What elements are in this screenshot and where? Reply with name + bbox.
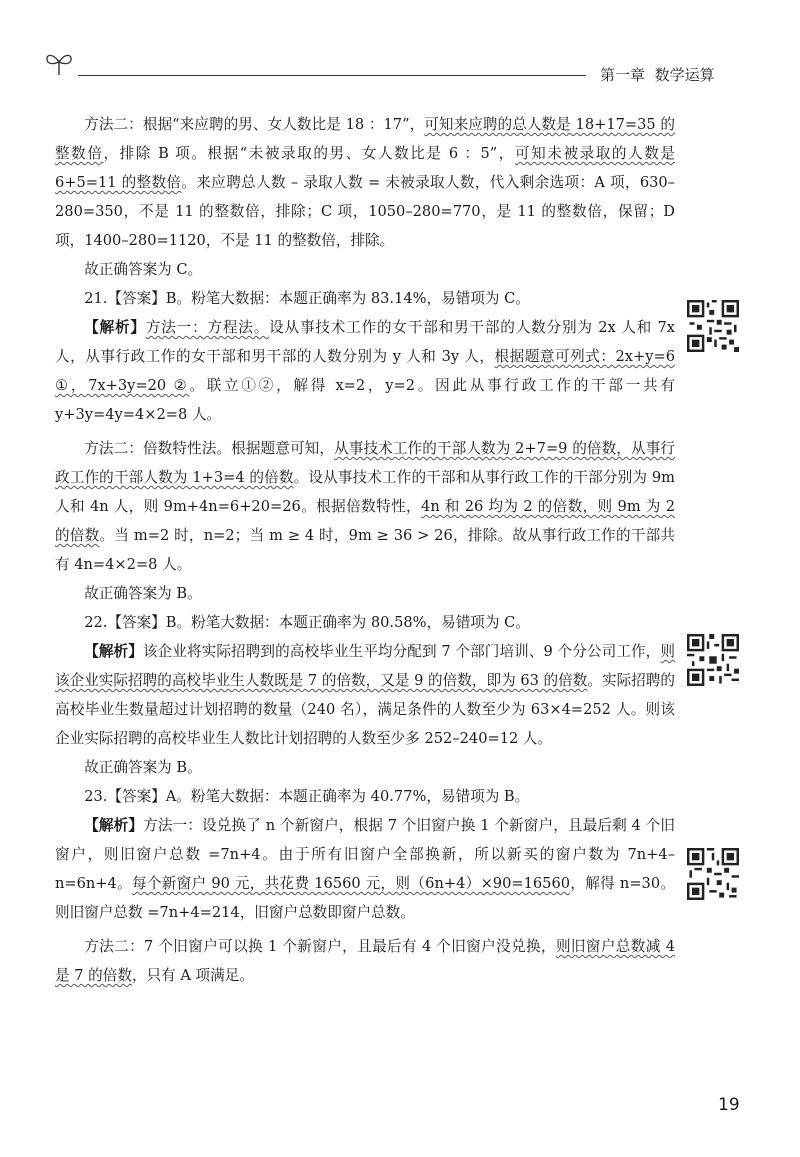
q21-method2: 方法二：倍数特性法。根据题意可知，从事技术工作的干部人数为 2+7=9 的倍数，从事行政工作的干部人数为 1+3=4 的倍数。设从事技术工作的干部和从事行政工作的干部分别为 9m 人和 4n 人，则 9m+4n=6+20=26。根据倍数特性，4n 和 26 均为 2 的倍数，则 9m 为 2 的倍数。当 m=2 时，n=2；当 m ≥ 4 时，9m ≥ 36 > 26，排除。故从事行政工作的干部共有 4n=4×2=8 人。 xyxy=(55,440,675,573)
page-number: 19 xyxy=(718,1095,740,1115)
chapter-label: 第一章 xyxy=(600,66,646,84)
qr-code-icon-q22[interactable] xyxy=(687,634,739,686)
qr-code-icon-q23[interactable] xyxy=(687,848,739,900)
chapter-title xyxy=(600,64,715,85)
q21-answer: 21.【答案】B。粉笔大数据：本题正确率为 83.14%，易错项为 C。 xyxy=(84,290,530,307)
page-content xyxy=(55,110,675,990)
q23-answer: 23.【答案】A。粉笔大数据：本题正确率为 40.77%，易错项为 B。 xyxy=(84,788,530,805)
qr-code-icon-q21[interactable] xyxy=(687,300,739,352)
q23-method1: 【解析】方法一：设兑换了 n 个新窗户，根据 7 个旧窗户换 1 个新窗户，且最后剩 4 个旧窗户，则旧窗户总数 =7n+4。由于所有旧窗户全部换新，所以新买的窗户数为 7n+4–n=6n+4。每个新窗户 90 元，共花费 16560 元，则（6n+4）×90=16560，解得 n=30。则旧窗户总数 =7n+4=214，旧窗户总数即窗户总数。 xyxy=(55,817,675,921)
header-rule xyxy=(78,75,586,76)
q20-conclusion: 故正确答案为 C。 xyxy=(84,261,203,278)
q22-conclusion: 故正确答案为 B。 xyxy=(84,759,202,776)
q20-method2: 方法二：根据“来应聘的男、女人数比是 18 ：17”，可知来应聘的总人数是 18+17=35 的整数倍，排除 B 项。根据“未被录取的男、女人数比是 6 ：5”，可知未被录取的人数是 6+5=11 的整数倍。来应聘总人数 – 录取人数 = 未被录取人数，代入剩余选项：A 项，630–280=350，不是 11 的整数倍，排除；C 项，1050–280=770，是 11 的整数倍，保留；D 项，1400–280=1120，不是 11 的整数倍，排除。 xyxy=(55,116,675,249)
q21-method1: 【解析】方法一：方程法。设从事技术工作的女干部和男干部的人数分别为 2x 人和 7x 人，从事行政工作的女干部和男干部的人数分别为 y 人和 3y 人，根据题意可列式：2x+y=6 ①，7x+3y=20 ②。联立①②，解得 x=2，y=2。因此从事行政工作的干部一共有 y+3y=4y=4×2=8 人。 xyxy=(55,319,675,423)
q22-answer: 22.【答案】B。粉笔大数据：本题正确率为 80.58%，易错项为 C。 xyxy=(84,614,530,631)
q22-analysis: 【解析】该企业将实际招聘到的高校毕业生平均分配到 7 个部门培训、9 个分公司工作，则该企业实际招聘的高校毕业生人数既是 7 的倍数，又是 9 的倍数，即为 63 的倍数。实际招聘的高校毕业生数量超过计划招聘的数量（240 名），满足条件的人数至少为 63×4=252 人。则该企业实际招聘的高校毕业生人数比计划招聘的人数至少多 252–240=12 人。 xyxy=(55,643,675,747)
page-header xyxy=(0,0,800,100)
q23-method2: 方法二：7 个旧窗户可以换 1 个新窗户，且最后有 4 个旧窗户没兑换，则旧窗户总数减 4 是 7 的倍数，只有 A 项满足。 xyxy=(55,938,675,984)
q21-conclusion: 故正确答案为 B。 xyxy=(84,585,202,602)
chapter-topic: 数学运算 xyxy=(654,66,715,84)
sprout-logo-icon xyxy=(44,50,74,76)
